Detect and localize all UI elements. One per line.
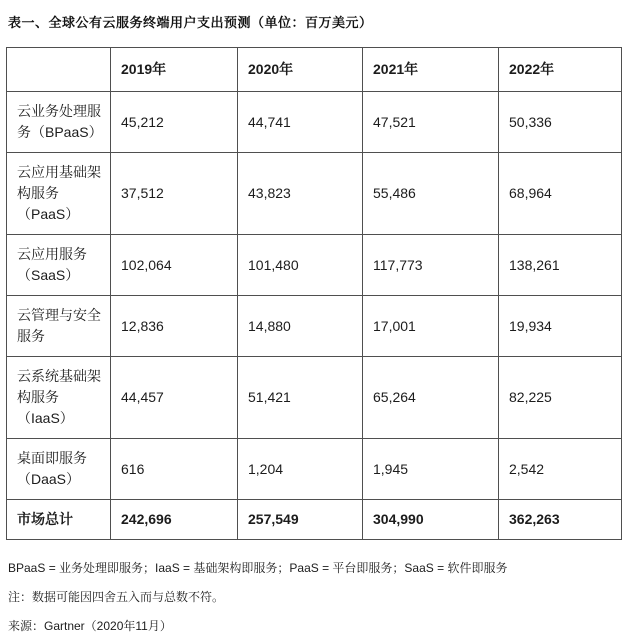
table-row [7,92,622,153]
value-cell: 102,064 [111,235,238,296]
row-label: 云系统基础架构服务（IaaS） [7,357,111,439]
value-cell: 47,521 [363,92,499,153]
row-label: 云应用服务（SaaS） [7,235,111,296]
table-row [7,153,622,235]
row-label: 云应用基础架构服务（PaaS） [7,153,111,235]
value-cell: 19,934 [499,296,622,357]
value-cell: 616 [111,439,238,500]
header-cell-2021: 2021年 [363,48,499,92]
table-body [7,92,622,540]
footnotes [8,562,622,632]
table-row [7,357,622,439]
footnote-rounding-note: 注：数据可能因四舍五入而与总数不符。 [8,590,225,604]
value-cell: 43,823 [238,153,363,235]
value-cell: 14,880 [238,296,363,357]
value-cell: 101,480 [238,235,363,296]
forecast-table [6,47,622,540]
footnote-source: 来源：Gartner（2020年11月） [8,619,172,633]
value-cell: 55,486 [363,153,499,235]
header-row [7,48,622,92]
table-row [7,500,622,540]
header-cell-2019: 2019年 [111,48,238,92]
value-cell: 304,990 [363,500,499,540]
table-row [7,235,622,296]
table-header [7,48,622,92]
value-cell: 44,457 [111,357,238,439]
header-cell-2022: 2022年 [499,48,622,92]
row-label: 云业务处理服务（BPaaS） [7,92,111,153]
value-cell: 45,212 [111,92,238,153]
value-cell: 257,549 [238,500,363,540]
value-cell: 37,512 [111,153,238,235]
value-cell: 1,945 [363,439,499,500]
value-cell: 50,336 [499,92,622,153]
value-cell: 242,696 [111,500,238,540]
table-row [7,439,622,500]
row-label: 云管理与安全服务 [7,296,111,357]
table-title: 表一、全球公有云服务终端用户支出预测（单位：百万美元） [8,15,373,30]
row-label: 市场总计 [7,500,111,540]
value-cell: 44,741 [238,92,363,153]
value-cell: 117,773 [363,235,499,296]
row-label: 桌面即服务（DaaS） [7,439,111,500]
table-row [7,296,622,357]
header-cell-blank [7,48,111,92]
value-cell: 51,421 [238,357,363,439]
header-cell-2020: 2020年 [238,48,363,92]
footnote-abbreviations: BPaaS = 业务处理即服务；IaaS = 基础架构即服务；PaaS = 平台即服务；SaaS = 软件即服务 [8,561,508,575]
value-cell: 1,204 [238,439,363,500]
value-cell: 362,263 [499,500,622,540]
value-cell: 68,964 [499,153,622,235]
value-cell: 82,225 [499,357,622,439]
value-cell: 138,261 [499,235,622,296]
value-cell: 2,542 [499,439,622,500]
value-cell: 65,264 [363,357,499,439]
value-cell: 17,001 [363,296,499,357]
value-cell: 12,836 [111,296,238,357]
